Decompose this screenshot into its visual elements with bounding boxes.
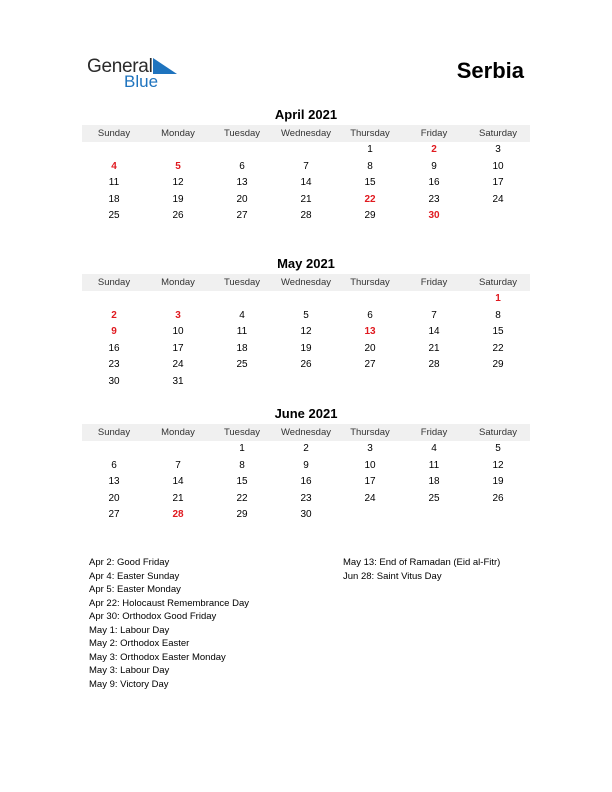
week-row: [82, 175, 530, 192]
weekday-label: Sunday: [97, 427, 131, 438]
holiday-list-item: May 3: Labour Day: [89, 665, 170, 676]
day-cell: [466, 208, 530, 225]
week-row: [82, 291, 530, 308]
holiday-day-cell: 2: [111, 309, 117, 321]
weekday-label: Tuesday: [223, 427, 261, 438]
day-cell: 14: [300, 177, 312, 189]
weekday-label: Wednesday: [281, 128, 331, 139]
month-title: May 2021: [277, 256, 335, 271]
day-cell: 7: [431, 309, 437, 321]
day-cell: 10: [492, 160, 504, 172]
weekday-label: Sunday: [97, 277, 131, 288]
brand-logo: [87, 56, 197, 92]
day-cell: 20: [236, 193, 248, 205]
day-cell: 11: [108, 177, 120, 189]
day-cell: 24: [492, 193, 504, 205]
month-calendar: [82, 107, 530, 225]
day-cell: 12: [300, 326, 312, 338]
day-cell: 8: [367, 160, 373, 172]
day-cell: 13: [108, 476, 120, 488]
holiday-list-item: Apr 30: Orthodox Good Friday: [89, 611, 217, 622]
month-grid: [82, 291, 530, 391]
weekday-label: Thursday: [350, 427, 390, 438]
day-cell: [146, 142, 210, 159]
week-row: [82, 159, 530, 176]
day-cell: 17: [492, 177, 504, 189]
day-cell: [146, 291, 210, 308]
day-cell: 5: [495, 443, 501, 454]
week-row: [82, 324, 530, 341]
holiday-list-left: [89, 556, 249, 691]
day-cell: 19: [172, 193, 184, 205]
day-cell: 3: [367, 443, 373, 454]
day-cell: 7: [303, 160, 309, 172]
day-cell: 23: [108, 359, 120, 371]
weekday-label: Monday: [161, 427, 195, 438]
weekday-label: Friday: [420, 427, 448, 438]
day-cell: 6: [111, 459, 117, 471]
weekday-header: [82, 424, 530, 441]
day-cell: 27: [236, 210, 248, 222]
day-cell: 21: [428, 342, 440, 354]
week-row: [82, 142, 530, 159]
logo-text-blue: Blue: [124, 72, 159, 91]
day-cell: 23: [428, 193, 440, 205]
weekday-label: Saturday: [478, 277, 518, 288]
day-cell: 25: [236, 359, 248, 371]
holiday-list-item: Apr 2: Good Friday: [89, 557, 170, 568]
day-cell: 29: [236, 509, 248, 521]
day-cell: 4: [239, 309, 245, 321]
day-cell: 11: [236, 326, 248, 338]
day-cell: 7: [175, 459, 181, 471]
weekday-label: Tuesday: [223, 128, 261, 139]
day-cell: [210, 142, 274, 159]
day-cell: 6: [367, 309, 373, 321]
day-cell: [338, 507, 402, 524]
day-cell: 10: [172, 326, 184, 338]
day-cell: 23: [300, 492, 312, 504]
day-cell: 27: [364, 359, 376, 371]
weekday-label: Wednesday: [281, 277, 331, 288]
weekday-label: Friday: [420, 128, 448, 139]
weekday-header: [82, 274, 530, 291]
day-cell: 8: [495, 309, 501, 321]
week-row: [82, 357, 530, 374]
day-cell: 15: [236, 476, 248, 488]
day-cell: 18: [428, 476, 440, 488]
day-cell: [466, 374, 530, 391]
day-cell: 24: [364, 492, 376, 504]
day-cell: 20: [364, 342, 376, 354]
holiday-day-cell: 30: [428, 210, 440, 222]
weekday-label: Saturday: [478, 427, 518, 438]
holiday-list-item: Apr 5: Easter Monday: [89, 584, 181, 595]
day-cell: 22: [492, 342, 504, 354]
day-cell: [402, 507, 466, 524]
day-cell: 2: [303, 443, 309, 454]
day-cell: 3: [495, 144, 501, 155]
week-row: [82, 491, 530, 508]
day-cell: 15: [364, 177, 376, 189]
logo-text-general: General: [87, 56, 153, 77]
day-cell: 10: [364, 459, 376, 471]
day-cell: [274, 142, 338, 159]
day-cell: [274, 374, 338, 391]
holiday-day-cell: 22: [364, 193, 376, 205]
day-cell: 1: [239, 443, 245, 454]
day-cell: [146, 441, 210, 458]
day-cell: 16: [300, 476, 312, 488]
day-cell: [210, 374, 274, 391]
day-cell: 19: [492, 476, 504, 488]
holiday-list-item: May 9: Victory Day: [89, 678, 169, 690]
weekday-label: Sunday: [97, 128, 131, 139]
day-cell: 9: [303, 459, 309, 471]
holiday-list-item: Jun 28: Saint Vitus Day: [343, 570, 442, 582]
day-cell: 28: [428, 359, 440, 371]
day-cell: [402, 291, 466, 308]
day-cell: [274, 291, 338, 308]
week-row: [82, 374, 530, 391]
country-title: Serbia: [456, 58, 524, 83]
holiday-list-item: May 1: Labour Day: [89, 624, 170, 636]
day-cell: 28: [300, 210, 312, 222]
day-cell: [338, 291, 402, 308]
day-cell: 16: [428, 177, 440, 189]
day-cell: 4: [431, 443, 437, 454]
weekday-label: Monday: [161, 277, 195, 288]
month-calendar: [82, 406, 530, 524]
day-cell: 25: [108, 210, 120, 222]
holiday-day-cell: 4: [111, 160, 117, 172]
day-cell: 26: [172, 210, 184, 222]
day-cell: 30: [300, 509, 312, 521]
weekday-label: Thursday: [350, 128, 390, 139]
holiday-day-cell: 13: [364, 326, 376, 338]
day-cell: 26: [492, 492, 504, 504]
weekday-label: Friday: [420, 277, 448, 288]
day-cell: 19: [300, 342, 312, 354]
holiday-day-cell: 9: [111, 326, 117, 338]
holiday-list-right: [343, 556, 500, 583]
month-title: April 2021: [274, 107, 338, 122]
week-row: [82, 208, 530, 225]
day-cell: [402, 374, 466, 391]
weekday-label: Thursday: [350, 277, 390, 288]
holiday-list-item: May 2: Orthodox Easter: [89, 638, 190, 649]
day-cell: 12: [492, 459, 504, 471]
day-cell: 12: [172, 177, 184, 189]
day-cell: [338, 374, 402, 391]
day-cell: 5: [303, 309, 309, 321]
week-row: [82, 507, 530, 524]
holiday-day-cell: 3: [175, 309, 181, 321]
day-cell: 24: [172, 359, 184, 371]
holiday-list-item: May 13: End of Ramadan (Eid al-Fitr): [343, 557, 501, 568]
day-cell: 30: [108, 375, 120, 387]
weekday-header: [82, 125, 530, 142]
week-row: [82, 308, 530, 325]
day-cell: [82, 142, 146, 159]
day-cell: [210, 291, 274, 308]
day-cell: 21: [300, 193, 312, 205]
day-cell: 18: [236, 342, 248, 354]
day-cell: [82, 291, 146, 308]
holiday-day-cell: 1: [495, 293, 501, 304]
holiday-day-cell: 5: [175, 160, 181, 172]
holiday-list-item: Apr 4: Easter Sunday: [89, 570, 180, 582]
holiday-list-item: May 3: Orthodox Easter Monday: [89, 651, 226, 663]
week-row: [82, 474, 530, 491]
month-calendar: [82, 256, 530, 391]
month-grid: [82, 441, 530, 524]
week-row: [82, 458, 530, 475]
weekday-label: Tuesday: [223, 277, 261, 288]
day-cell: 17: [364, 476, 376, 488]
day-cell: 29: [364, 210, 376, 222]
day-cell: 31: [172, 375, 184, 387]
day-cell: 20: [108, 492, 120, 504]
day-cell: 13: [236, 177, 248, 189]
day-cell: 26: [300, 359, 312, 371]
day-cell: 29: [492, 359, 504, 371]
day-cell: 21: [172, 492, 184, 504]
day-cell: 16: [108, 342, 120, 354]
day-cell: 8: [239, 459, 245, 471]
day-cell: 17: [172, 342, 184, 354]
holiday-list-item: Apr 22: Holocaust Remembrance Day: [89, 597, 249, 609]
weekday-label: Wednesday: [281, 427, 331, 438]
day-cell: 6: [239, 160, 245, 172]
day-cell: 1: [367, 144, 373, 155]
day-cell: [82, 441, 146, 458]
day-cell: 25: [428, 492, 440, 504]
week-row: [82, 341, 530, 358]
week-row: [82, 441, 530, 458]
day-cell: 18: [108, 193, 120, 205]
day-cell: 11: [428, 459, 440, 471]
day-cell: [466, 507, 530, 524]
month-title: June 2021: [274, 406, 338, 421]
holiday-day-cell: 28: [172, 509, 184, 521]
day-cell: 15: [492, 326, 504, 338]
holiday-day-cell: 2: [431, 144, 437, 155]
day-cell: 27: [108, 509, 120, 521]
day-cell: 14: [172, 476, 184, 488]
weekday-label: Monday: [161, 128, 195, 139]
week-row: [82, 192, 530, 209]
day-cell: 14: [428, 326, 440, 338]
day-cell: 22: [236, 492, 248, 504]
day-cell: 9: [431, 160, 437, 172]
weekday-label: Saturday: [478, 128, 518, 139]
month-grid: [82, 142, 530, 225]
